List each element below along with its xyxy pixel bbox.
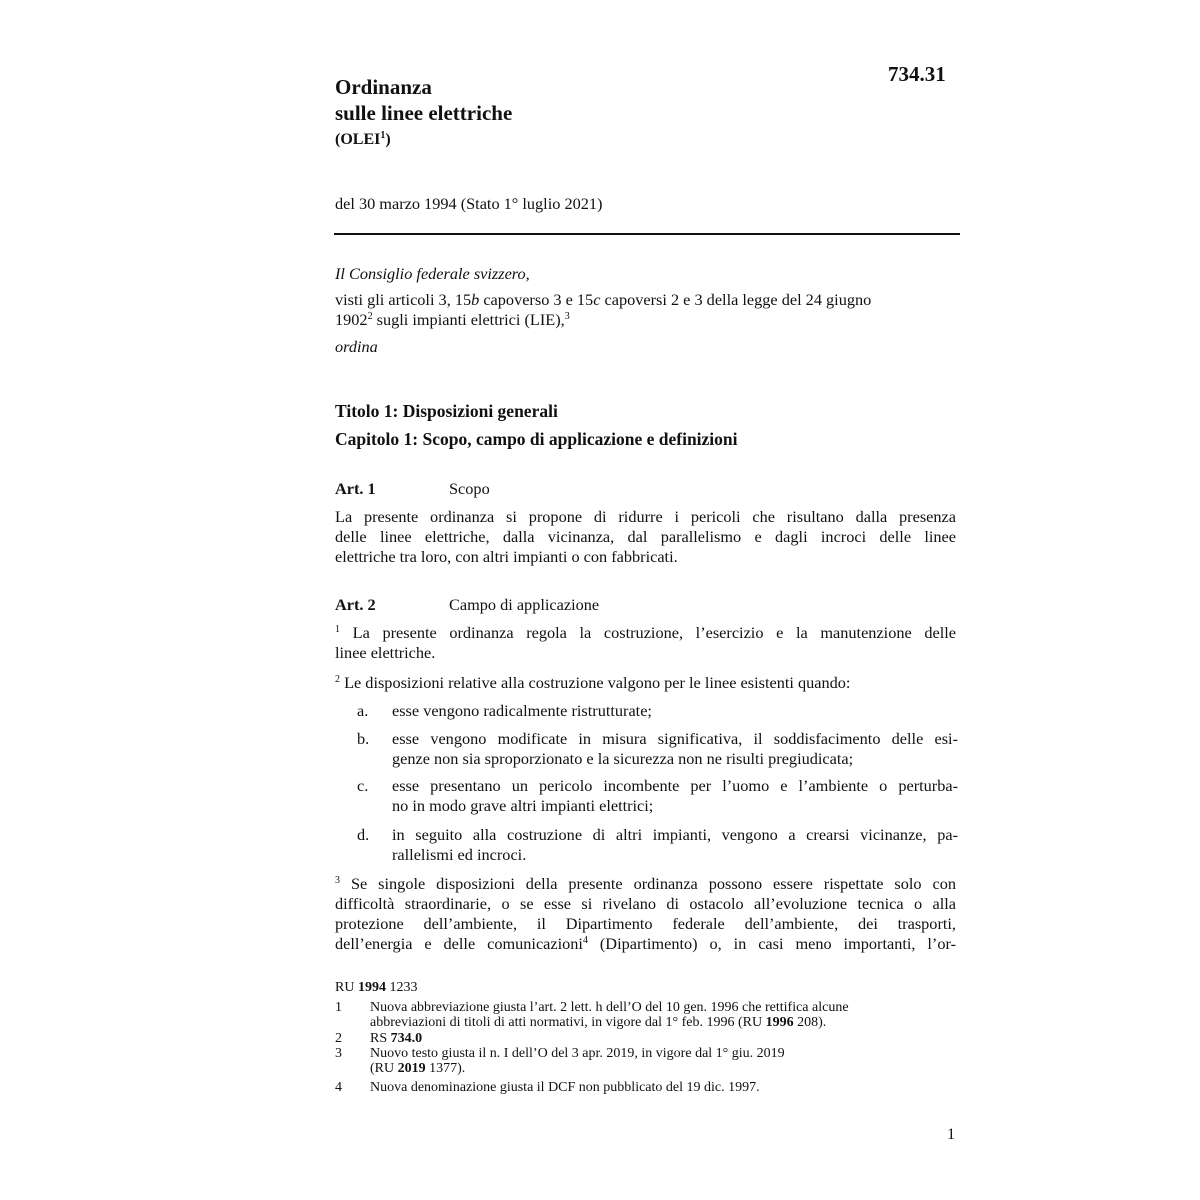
preamble-basis: visti gli articoli 3, 15b capoverso 3 e 15c capoversi 2 e 3 della legge del 24 giugno 1902$^2$ sugli impianti elettrici (LIE),$^3$ <box>335 290 872 329</box>
art-1-name: Scopo <box>449 479 490 498</box>
document-title <box>335 74 512 126</box>
list-item: esse presentano un pericolo incombente per l’uomo e l’ambiente o perturba- no in modo grave altri impianti elettrici; <box>392 776 958 815</box>
footnote-2: RS 734.0 <box>370 1031 423 1046</box>
list-letter: a. <box>357 701 369 720</box>
list-item: in seguito alla costruzione di altri impianti, vengono a crearsi vicinanze, pa- rallelismi ed incroci. <box>392 825 958 864</box>
footnote-3-number: 3 <box>335 1046 342 1061</box>
footnote-1-number: 1 <box>335 1000 342 1015</box>
sr-number: 734.31 <box>888 62 946 86</box>
footnote-ref[interactable]: 1 <box>380 130 386 141</box>
art-2-paragraph-3: $^3$ Se singole disposizioni della presente ordinanza possono essere rispettate solo con difficoltà straordinarie, o se esse si rivelano di ostacolo all’evoluzione tecnica o alla protezione dell’ambiente, il Dipartimento federale dell’ambiente, dei trasporti, dell’energia e delle comunicazioni$^4$ (Dipartimento) o, in casi meno importanti, l’or- <box>335 874 956 953</box>
art-1-number: Art. 1 <box>335 479 376 498</box>
footnote-ref[interactable]: 4 <box>582 935 588 946</box>
list-item: esse vengono modificate in misura significativa, il soddisfacimento delle esi- genze non sia sproporzionato e la sicurezza non ne risulti pregiudicata; <box>392 729 958 768</box>
list-letter: c. <box>357 776 369 795</box>
header-divider <box>334 233 960 235</box>
footnote-4-number: 4 <box>335 1080 342 1095</box>
list-letter: d. <box>357 825 370 844</box>
title-abbreviation: (OLEI$^1$) <box>335 130 391 148</box>
paragraph-number: 1 <box>335 624 340 635</box>
art-1-text: La presente ordinanza si propone di ridurre i pericoli che risultano dalla presenza delle linee elettriche, dalla vicinanza, dal parallelismo e dagli incroci delle linee elettriche tra loro, con altri impianti o con fabbricati. <box>335 507 956 566</box>
title-line-1: Ordinanza <box>335 75 432 99</box>
preamble-authority: Il Consiglio federale svizzero, <box>335 264 530 283</box>
list-letter: b. <box>357 729 370 748</box>
date-line: del 30 marzo 1994 (Stato 1° luglio 2021) <box>335 194 603 213</box>
footnote-3: Nuovo testo giusta il n. I dell’O del 3 apr. 2019, in vigore dal 1° giu. 2019 (RU 2019 1377). <box>370 1046 785 1076</box>
footnote-1: Nuova abbreviazione giusta l’art. 2 lett. h dell’O del 10 gen. 1996 che rettifica alcune abbreviazioni di titoli di atti normativi, in vigore dal 1° feb. 1996 (RU 1996 208). <box>370 1000 849 1030</box>
chapter-1-heading: Capitolo 1: Scopo, campo di applicazione e definizioni <box>335 429 738 449</box>
page-number: 1 <box>947 1124 956 1143</box>
title-line-2: sulle linee elettriche <box>335 101 513 125</box>
footnote-4: Nuova denominazione giusta il DCF non pubblicato del 19 dic. 1997. <box>370 1080 760 1095</box>
preamble-decree: ordina <box>335 337 378 356</box>
art-2-paragraph-2: $^2$ Le disposizioni relative alla costruzione valgono per le linee esistenti quando: <box>335 673 851 692</box>
footnote-ref[interactable]: 2 <box>367 311 373 322</box>
title-1-heading: Titolo 1: Disposizioni generali <box>335 401 558 421</box>
art-2-number: Art. 2 <box>335 595 376 614</box>
paragraph-number: 3 <box>335 875 340 886</box>
footnote-2-number: 2 <box>335 1031 342 1046</box>
official-compilation-ref: RU 1994 1233 <box>335 980 418 995</box>
art-2-paragraph-1: $^1$ La presente ordinanza regola la costruzione, l’esercizio e la manutenzione delle linee elettriche. <box>335 623 956 662</box>
list-item: esse vengono radicalmente ristrutturate; <box>392 701 652 720</box>
paragraph-number: 2 <box>335 674 340 685</box>
art-2-name: Campo di applicazione <box>449 595 600 614</box>
footnote-ref[interactable]: 3 <box>564 311 570 322</box>
